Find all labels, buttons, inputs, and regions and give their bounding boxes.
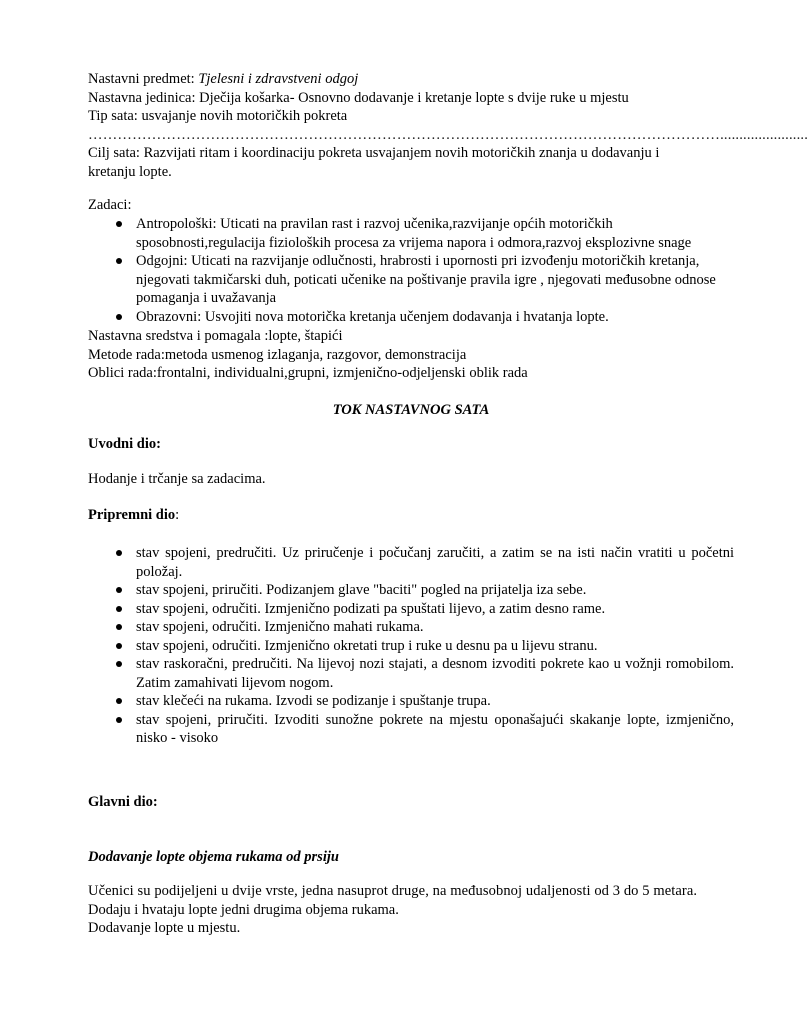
pripremni-item: stav spojeni, predručiti. Uz priručenje i počučanj zaručiti, a zatim se na isti način vratiti u početni položaj.	[88, 544, 734, 581]
zadaci-item-odgojni: Odgojni: Uticati na razvijanje odlučnosti, hrabrosti i upornosti pri izvođenju motoričkih kretanja, njegovati takmičarski duh, poticati učenike na poštivanje pravila igre , njegovati međusobne odnose pomaganja i uvažavanja	[88, 252, 728, 308]
predmet-label: Nastavni predmet:	[88, 71, 199, 87]
pripremni-heading	[88, 506, 734, 525]
metode-line: Metode rada:metoda usmenog izlaganja, razgovor, demonstracija	[88, 346, 467, 363]
pripremni-list	[88, 544, 734, 748]
pripremni-item: stav klečeći na rukama. Izvodi se podizanje i spuštanje trupa.	[88, 692, 734, 711]
pripremni-title: Pripremni dio	[88, 507, 176, 523]
oblici-line: Oblici rada:frontalni, individualni,grupni, izmjenično-odjeljenski oblik rada	[88, 365, 528, 381]
pripremni-item: stav spojeni, odručiti. Izmjenično mahati rukama.	[88, 618, 734, 637]
header-block	[88, 70, 808, 144]
pripremni-item: stav raskoračni, predručiti. Na lijevoj nozi stajati, a desnom izvoditi pokrete kao u vožnji romobilom. Zatim zamahivati lijevom nogom.	[88, 655, 734, 692]
zadaci-item-obrazovni: Obrazovni: Usvojiti nova motorička kretanja učenjem dodavanja i hvatanja lopte.	[88, 308, 728, 327]
uvodni-text: Hodanje i trčanje sa zadacima.	[88, 471, 266, 487]
zadaci-list	[88, 215, 728, 326]
glavni-title: Glavni dio:	[88, 794, 158, 810]
zadaci-title: Zadaci:	[88, 197, 132, 213]
glavni-paragraph	[88, 882, 734, 938]
pripremni-item: stav spojeni, odručiti. Izmjenično okretati trup i ruke u desnu pa u lijevu stranu.	[88, 637, 734, 656]
jedinica-line: Nastavna jedinica: Dječija košarka- Osnovno dodavanje i kretanje lopte s dvije ruke u mjestu	[88, 89, 629, 106]
pripremni-colon: :	[175, 507, 180, 523]
methods-block	[88, 327, 734, 383]
pripremni-item: stav spojeni, odručiti. Izmjenično podizati pa spuštati lijevo, a zatim desno rame.	[88, 600, 734, 619]
pripremni-item: stav spojeni, priručiti. Izvoditi sunožne pokrete na mjestu oponašajući skakanje lopte, izmjenično, nisko - visoko	[88, 711, 734, 748]
predmet-value: Tjelesni i zdravstveni odgoj	[198, 71, 359, 87]
glavni-p1: Učenici su podijeljeni u dvije vrste, jedna nasuprot druge, na međusobnoj udaljenosti od 3 do 5 metara.	[88, 883, 698, 899]
uvodni-title: Uvodni dio:	[88, 436, 161, 452]
glavni-subtitle: Dodavanje lopte objema rukama od prsiju	[88, 849, 339, 865]
predmet-line	[88, 70, 734, 89]
tok-title: TOK NASTAVNOG SATA	[332, 402, 490, 418]
dotted-separator: ………………………………………………………………………………………………………………….......................	[88, 126, 808, 143]
tip-sata-line: Tip sata: usvajanje novih motoričkih pokreta	[88, 108, 348, 124]
pripremni-item: stav spojeni, priručiti. Podizanjem glave "baciti" pogled na prijatelja iza sebe.	[88, 581, 734, 600]
glavni-p3: Dodavanje lopte u mjestu.	[88, 920, 241, 936]
cilj-paragraph: Cilj sata: Razvijati ritam i koordinaciju pokreta usvajanjem novih motoričkih znanja u dodavanju i kretanju lopte.	[88, 145, 660, 180]
zadaci-item-antropoloski: Antropološki: Uticati na pravilan rast i razvoj učenika,razvijanje općih motoričkih sposobnosti,regulacija fizioloških procesa za vrijema napora i odmora,razvoj eksplozivne snage	[88, 215, 728, 252]
sredstva-line: Nastavna sredstva i pomagala :lopte, štapići	[88, 328, 343, 344]
glavni-p2: Dodaju i hvataju lopte jedni drugima objema rukama.	[88, 901, 399, 918]
